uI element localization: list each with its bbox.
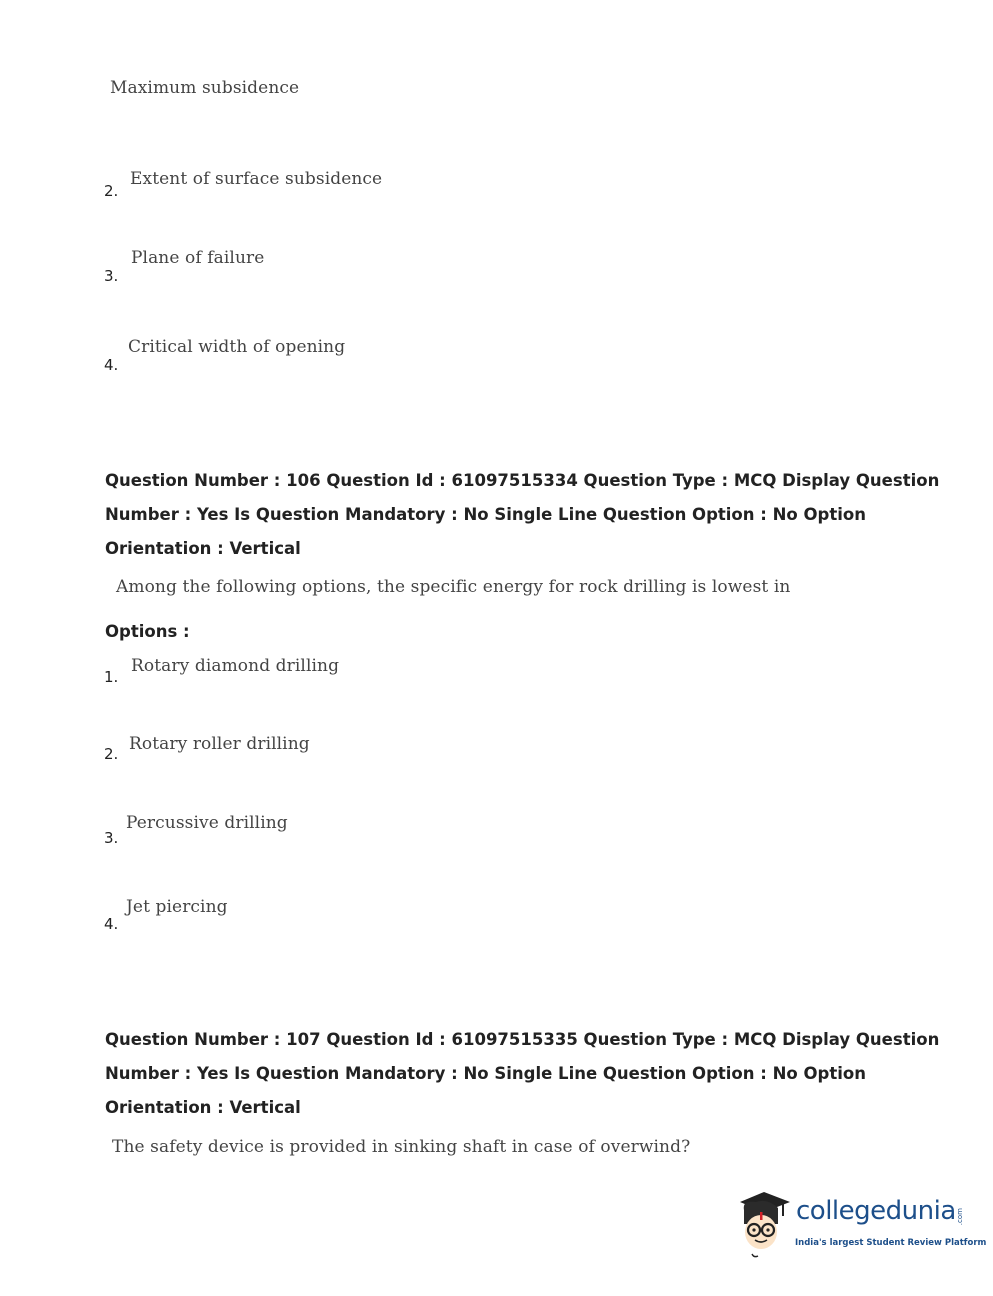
q106-option-4-number: 4. [104,915,119,933]
prev-option-2-text: Extent of surface subsidence [130,169,383,189]
q106-option-4-text: Jet piercing [126,897,228,917]
question-107-meta [105,1023,940,1125]
question-106-meta [105,464,940,566]
prev-option-2-number: 2. [104,182,119,200]
collegedunia-logo [734,1188,987,1260]
q106-option-1-number: 1. [104,668,119,686]
meta-line: Orientation : Vertical [105,1098,301,1117]
q106-option-3-text: Percussive drilling [126,813,288,833]
q106-option-2-number: 2. [104,745,119,763]
prev-option-1-text: Maximum subsidence [110,78,300,98]
logo-tagline: India's largest Student Review Platform [795,1238,987,1248]
meta-line: Orientation : Vertical [105,539,301,558]
logo-dotcom: .com [956,1208,964,1226]
question-106-text: Among the following options, the specific energy for rock drilling is lowest in [116,577,791,597]
question-107-text: The safety device is provided in sinking shaft in case of overwind? [112,1137,691,1157]
prev-option-3-text: Plane of failure [131,248,265,268]
prev-option-3-number: 3. [104,267,119,285]
meta-line: Number : Yes Is Question Mandatory : No Single Line Question Option : No Option [105,505,866,524]
options-label: Options : [105,622,190,641]
meta-line: Question Number : 106 Question Id : 61097515334 Question Type : MCQ Display Question [105,471,940,490]
meta-line: Number : Yes Is Question Mandatory : No Single Line Question Option : No Option [105,1064,866,1083]
q106-option-2-text: Rotary roller drilling [129,734,310,754]
mascot-icon [734,1188,796,1260]
meta-line: Question Number : 107 Question Id : 61097515335 Question Type : MCQ Display Question [105,1030,940,1049]
q106-option-3-number: 3. [104,829,119,847]
logo-wordmark: collegedunia [796,1196,956,1226]
prev-option-4-number: 4. [104,356,119,374]
prev-option-4-text: Critical width of opening [128,337,346,357]
q106-option-1-text: Rotary diamond drilling [131,656,340,676]
